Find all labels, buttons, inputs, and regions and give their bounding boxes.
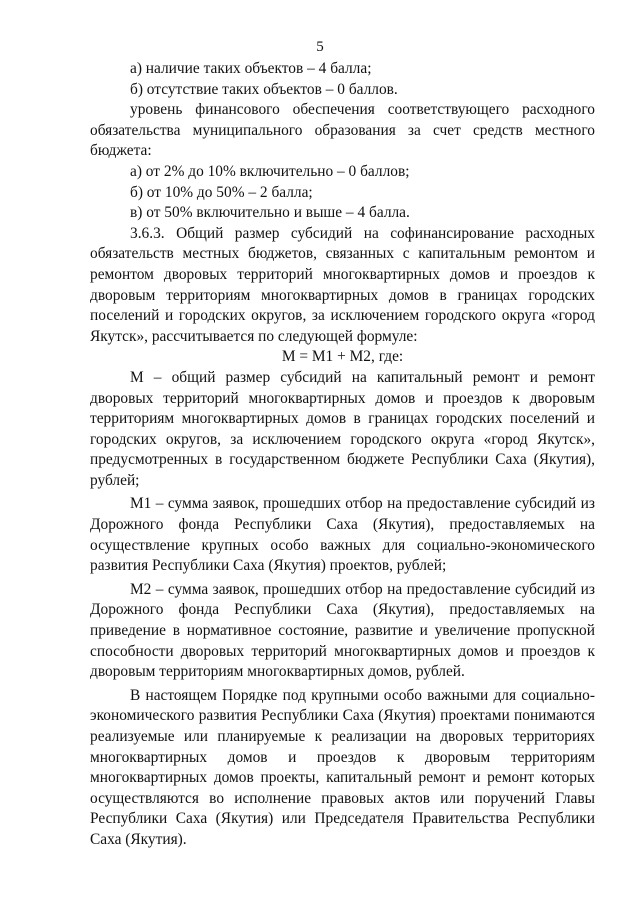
- paragraph-funding-level: уровень финансового обеспечения соответствующего расходного обязательства муниципального образования за счет средств местного бюджета:: [90, 101, 595, 160]
- list-item-funding-c: в) от 50% включительно и выше – 4 балла.: [130, 204, 410, 222]
- paragraph-definition-m2: М2 – сумма заявок, прошедших отбор на предоставление субсидий из Дорожного фонда Республики Саха (Якутия), предоставляемых на приведение в нормативное состояние, развитие и увеличение пропускной способности дворовых территорий многоквартирных домов и проездов к дворовым территориям многоквартирных домов, рублей.: [90, 580, 595, 681]
- formula: М = М1 + М2, где:: [281, 348, 404, 366]
- list-item-funding-b: б) от 10% до 50% – 2 балла;: [130, 183, 313, 201]
- paragraph-definition-m: М – общий размер субсидий на капитальный ремонт и ремонт дворовых территорий многоквартирных домов и проездов к дворовым территориям многоквартирных домов в границах городских поселений и городских округов, за исключением городского округа «город Якутск», предусмотренных в государственном бюджете Республики Саха (Якутия), рублей;: [90, 368, 595, 489]
- paragraph-clause-3-6-3: 3.6.3. Общий размер субсидий на софинансирование расходных обязательств местных бюджетов, связанных с капитальным ремонтом и ремонтом дворовых территорий многоквартирных домов и проездов к дворовым территориям многоквартирных домов в границах городских поселений и городских округов, за исключением городского округа «город Якутск», рассчитывается по следующей формуле:: [90, 224, 595, 345]
- page-number: 5: [316, 39, 324, 55]
- document-body: [90, 59, 595, 851]
- list-item-absence: б) отсутствие таких объектов – 0 баллов.: [130, 80, 398, 98]
- list-item-presence: а) наличие таких объектов – 4 балла;: [130, 60, 372, 77]
- paragraph-major-projects: В настоящем Порядке под крупными особо важными для социально-экономического развития Республики Саха (Якутия) проектами понимаются реализуемые или планируемые к реализации на дворовых территориях многоквартирных домов и проездов к дворовым территориям многоквартирных домов проекты, капитальный ремонт и ремонт которых осуществляются во исполнение правовых актов или поручений Главы Республики Саха (Якутия) или Председателя Правительства Республики Саха (Якутия).: [90, 686, 595, 848]
- paragraph-definition-m1: М1 – сумма заявок, прошедших отбор на предоставление субсидий из Дорожного фонда Республики Саха (Якутия), предоставляемых на осуществление крупных особо важных для социально-экономического развития Республики Саха (Якутия) проектов, рублей;: [90, 495, 595, 575]
- list-item-funding-a: а) от 2% до 10% включительно – 0 баллов;: [130, 162, 410, 180]
